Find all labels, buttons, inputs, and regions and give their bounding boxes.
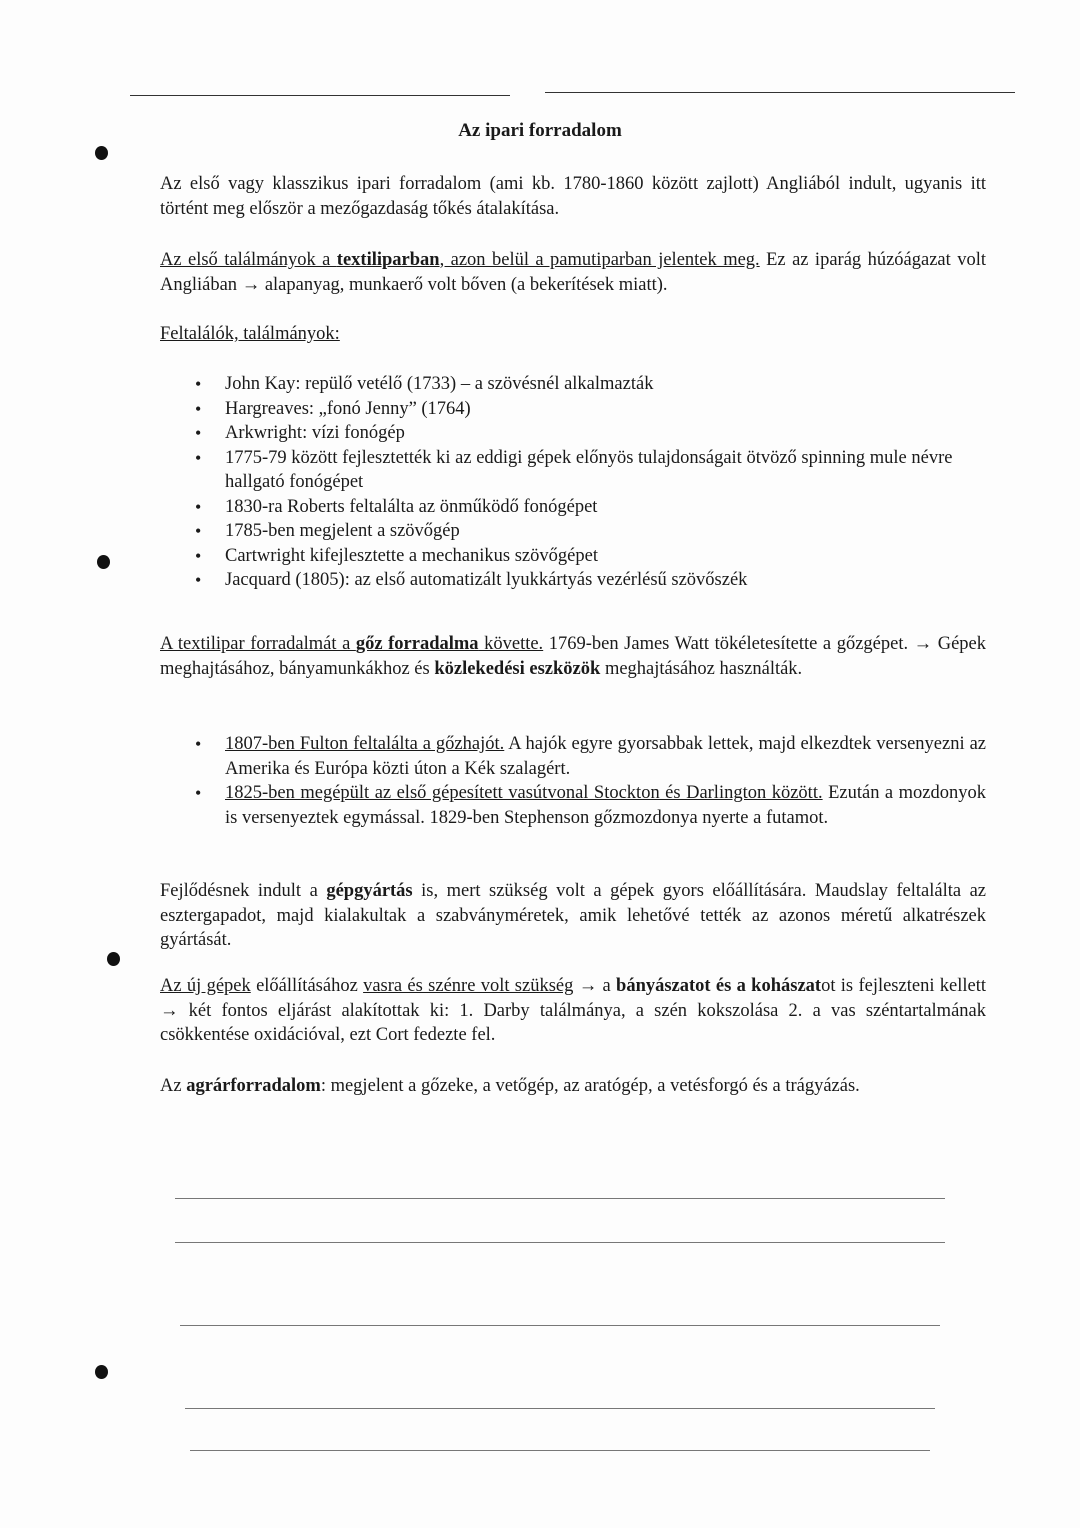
steam-paragraph: [160, 632, 986, 681]
ruled-line: [185, 1408, 935, 1409]
steam-text-3: 1769-ben James Watt tökéletesítette a gőzgépet.: [543, 634, 914, 654]
top-rule-right: [545, 92, 1015, 93]
list-item: • 1830-ra Roberts feltalálta az önműködő fonógépet: [160, 495, 986, 520]
intro-paragraph: [160, 172, 986, 221]
textile-text-2: , azon belül a pamutiparban jelentek meg.: [439, 250, 760, 270]
mining-paragraph: [160, 974, 986, 1048]
steam-underlined: [160, 634, 543, 654]
ruled-line: [190, 1450, 930, 1451]
steam-bold-2: közlekedési eszközök: [434, 658, 601, 679]
agrar-text-1: Az: [160, 1076, 187, 1096]
transport-text: A hajók egyre gyorsabbak lettek, majd elkezdtek versenyezni az Amerika és Európa közti úton a Kék szalagért.: [225, 734, 987, 779]
textile-text-1: Az első találmányok a: [160, 250, 337, 270]
page-title: Az ipari forradalom: [458, 120, 622, 141]
list-item: • John Kay: repülő vetélő (1733) – a szövésnél alkalmazták: [160, 372, 986, 397]
inventors-heading: Feltalálók, találmányok:: [160, 324, 340, 344]
mining-text-3: a: [597, 976, 617, 996]
machine-text-1: Fejlődésnek indult a: [160, 881, 327, 901]
list-item: • Hargreaves: „fonó Jenny” (1764): [160, 397, 986, 422]
list-item: • Jacquard (1805): az első automatizált lyukkártyás vezérlésű szövőszék: [160, 568, 986, 593]
textile-text-3: Ez az iparág húzóágazat volt Angliában: [160, 250, 987, 295]
top-rule-left: [130, 95, 510, 96]
arrow-icon: →: [241, 274, 261, 295]
steam-text-4: Gépek meghajtásához, bányamunkákhoz és: [160, 634, 986, 679]
arrow-icon: →: [913, 634, 933, 654]
punch-hole: [95, 1365, 108, 1379]
inventions-list: [160, 372, 986, 593]
textile-paragraph: [160, 248, 986, 297]
agrar-text-2: : megjelent a gőzeke, a vetőgép, az aratógép, a vetésforgó és a trágyázás.: [320, 1076, 860, 1096]
mining-text-1: előállításához: [250, 976, 364, 996]
steam-bold: gőz forradalma: [355, 634, 479, 654]
transport-underlined: 1825-ben megépült az első gépesített vasútvonal Stockton és Darlington között.: [225, 783, 823, 803]
agrar-bold: agrárforradalom: [186, 1076, 321, 1096]
list-item: • Cartwright kifejlesztette a mechanikus szövőgépet: [160, 544, 986, 569]
mining-underlined-2: vasra és szénre volt szükség: [363, 976, 574, 996]
transport-underlined: 1807-ben Fulton feltalálta a gőzhajót.: [225, 734, 505, 754]
arrow-icon: →: [160, 1000, 179, 1021]
ruled-line: [180, 1325, 940, 1326]
mining-text-5: két fontos eljárást alakítottak ki: 1. Darby találmánya, a szén kokszolása 2. a vas széntartalmának csökkentése oxidációval, ezt Cort fedezte fel.: [160, 1000, 986, 1045]
textile-underlined: [160, 250, 760, 270]
agrar-paragraph: [160, 1074, 986, 1099]
punch-hole: [107, 952, 120, 966]
list-item: • 1775-79 között fejlesztették ki az eddigi gépek előnyös tulajdonságait ötvöző spinning mule névre hallgató fonógépet: [160, 446, 986, 495]
intro-text: Az első vagy klasszikus ipari forradalom (ami kb. 1780-1860 között zajlott) Angliából indult, ugyanis itt történt meg először a mezőgazdaság tőkés átalakítása.: [160, 174, 986, 219]
machine-paragraph: [160, 879, 986, 953]
steam-text-2: követte.: [478, 634, 544, 654]
list-item: • 1785-ben megjelent a szövőgép: [160, 519, 986, 544]
transport-text: Ezután a mozdonyok is versenyeztek egymással. 1829-ben Stephenson gőzmozdonya nyerte a futamot.: [225, 783, 986, 828]
list-item: [160, 732, 986, 781]
machine-text-2: is, mert szükség volt a gépek gyors előállítására. Maudslay feltalálta az esztergapadot, majd kialakultak a szabványméretek, amik lehetővé tették az azonos méretű alkatrészek gyártását.: [160, 881, 986, 950]
list-item: • Arkwright: vízi fonógép: [160, 421, 986, 446]
mining-bold: bányászatot és a kohászat: [616, 976, 822, 996]
punch-hole: [97, 555, 110, 569]
transport-list: [160, 732, 986, 830]
machine-bold: gépgyártás: [326, 881, 413, 901]
ruled-line: [175, 1198, 945, 1199]
ruled-line: [175, 1242, 945, 1243]
textile-bold: textiliparban: [336, 250, 440, 270]
textile-text-4: alapanyag, munkaerő volt bőven (a bekerítések miatt).: [260, 274, 668, 295]
punch-hole: [95, 146, 108, 160]
mining-text-4: ot is fejleszteni kellett: [821, 976, 986, 996]
mining-underlined-1: Az új gépek: [160, 976, 251, 996]
arrow-icon: →: [578, 976, 598, 996]
list-item: [160, 781, 986, 830]
steam-text-1: A textilipar forradalmát a: [160, 634, 356, 654]
steam-text-5: meghajtásához használták.: [600, 658, 803, 679]
